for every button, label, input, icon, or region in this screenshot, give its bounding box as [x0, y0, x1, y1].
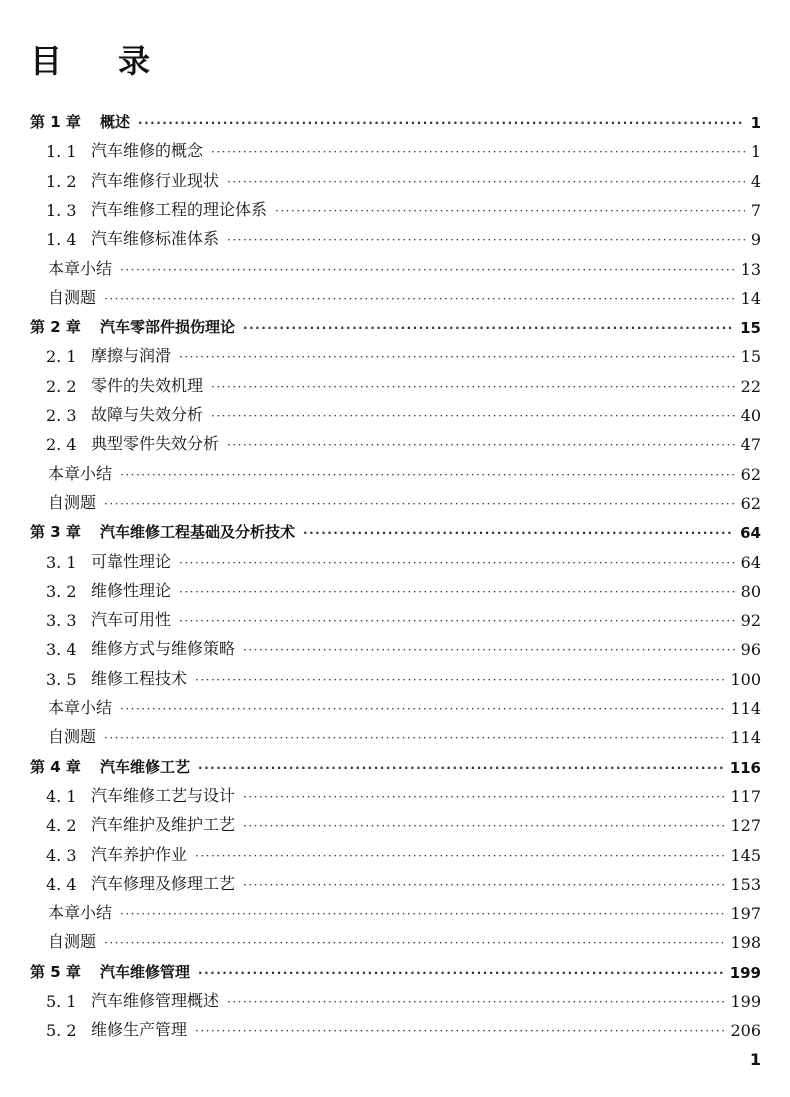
toc-entry-page: 127 [730, 816, 761, 836]
dot-leader [104, 934, 724, 952]
dot-leader [275, 202, 745, 220]
toc-entry-number: 3. 4 [46, 640, 77, 660]
toc-entry [0, 340, 790, 366]
dot-leader [243, 817, 724, 835]
dot-leader [227, 173, 745, 191]
dot-leader [303, 524, 734, 542]
toc-entry-title: 自测题 [48, 727, 97, 747]
toc-entry-title: 汽车可用性 [91, 610, 172, 630]
dot-leader [120, 466, 735, 484]
toc-entry-title: 汽车修理及修理工艺 [91, 873, 236, 893]
dot-leader [138, 114, 745, 132]
toc-entry-page: 15 [740, 319, 761, 338]
toc-entry-number: 第 4 章 [30, 757, 81, 776]
toc-entry-title: 汽车维修工艺与设计 [91, 785, 236, 805]
toc-entry [0, 604, 790, 630]
toc-entry-number: 2. 4 [46, 435, 77, 455]
toc-entry-title: 汽车维护及维护工艺 [91, 815, 236, 835]
dot-leader [211, 143, 745, 161]
toc-entry-title: 自测题 [48, 287, 97, 307]
toc-entry [0, 165, 790, 191]
toc-entry [0, 868, 790, 894]
dot-leader [211, 378, 735, 396]
toc-entry [0, 780, 790, 806]
toc-entry [0, 253, 790, 279]
toc-entry-page: 13 [740, 259, 761, 279]
toc-entry-number: 3. 5 [46, 669, 77, 689]
toc-entry-page: 22 [740, 376, 761, 396]
toc-entry-page: 153 [730, 874, 761, 894]
toc-entry [0, 135, 790, 161]
toc-entry-title: 零件的失效机理 [91, 375, 204, 395]
toc-entry-page: 114 [730, 728, 761, 748]
title-char-1: 目 [30, 42, 63, 80]
dot-leader [104, 729, 724, 747]
toc-entry [0, 721, 790, 747]
toc-entry-title: 汽车维修工艺 [100, 757, 191, 776]
toc-entry [0, 487, 790, 513]
toc-entry [0, 311, 790, 337]
toc-entry-title: 自测题 [48, 932, 97, 952]
toc-entry [0, 575, 790, 601]
dot-leader [120, 700, 724, 718]
toc-entry-title: 维修性理论 [91, 580, 172, 600]
toc-entry-number: 3. 1 [46, 552, 77, 572]
toc-entry-page: 1 [750, 142, 761, 162]
toc-entry [0, 428, 790, 454]
toc-entry-title: 维修生产管理 [91, 1020, 188, 1040]
toc-entry-title: 汽车维修工程基础及分析技术 [100, 523, 296, 542]
toc-entry-number: 3. 3 [46, 611, 77, 631]
toc-entry-title: 汽车维修标准体系 [91, 229, 220, 249]
toc-entry-number: 2. 2 [46, 376, 77, 396]
toc-entry-title: 本章小结 [48, 903, 113, 923]
toc-entry-title: 维修工程技术 [91, 668, 188, 688]
toc-entry [0, 839, 790, 865]
dot-leader [120, 261, 735, 279]
dot-leader [179, 554, 735, 572]
toc-entry-number: 5. 2 [46, 1021, 77, 1041]
toc-entry [0, 546, 790, 572]
toc-entry-title: 维修方式与维修策略 [91, 639, 236, 659]
toc-entry-title: 汽车维修的概念 [91, 141, 204, 161]
toc-entry-number: 第 1 章 [30, 113, 81, 131]
dot-leader [227, 993, 724, 1011]
toc-entry [0, 194, 790, 220]
toc-entry-page: 100 [730, 669, 761, 689]
dot-leader [227, 436, 735, 454]
toc-entry-title: 典型零件失效分析 [91, 434, 220, 454]
toc-entry [0, 516, 790, 542]
toc-entry-title: 故障与失效分析 [91, 405, 204, 424]
toc-entry-page: 62 [740, 493, 761, 513]
toc-entry [0, 985, 790, 1011]
toc-entry [0, 897, 790, 923]
toc-entry-page: 80 [740, 581, 761, 601]
toc-entry-title: 汽车养护作业 [91, 844, 188, 864]
toc-entry-title: 摩擦与润滑 [91, 346, 172, 366]
toc-entry-title: 本章小结 [48, 698, 113, 717]
dot-leader [198, 759, 724, 777]
toc-entry-number: 4. 3 [46, 845, 77, 865]
toc-entry [0, 458, 790, 484]
toc-entry [0, 1014, 790, 1040]
toc-entry [0, 399, 790, 425]
toc-entry-page: 116 [729, 758, 761, 777]
toc-entry-title: 汽车零部件损伤理论 [100, 318, 236, 337]
toc-entry-number: 3. 2 [46, 581, 77, 601]
toc-entry [0, 692, 790, 718]
toc-entry-page: 15 [740, 347, 761, 367]
toc-entry-title: 汽车维修管理 [100, 962, 191, 981]
toc-entry [0, 223, 790, 249]
toc-entry-title: 可靠性理论 [91, 551, 172, 571]
toc-entry [0, 926, 790, 952]
dot-leader [179, 583, 735, 601]
dot-leader [104, 495, 735, 513]
toc-entry-page: 114 [730, 699, 761, 718]
toc-entry-page: 40 [740, 406, 761, 425]
toc-entry [0, 282, 790, 308]
toc-entry-number: 1. 2 [46, 171, 77, 191]
toc-entry [0, 809, 790, 835]
toc-entry-page: 145 [730, 845, 761, 865]
dot-leader [243, 641, 735, 659]
toc-entry-title: 概述 [100, 113, 131, 131]
toc-entry-page: 64 [740, 552, 761, 572]
dot-leader [243, 319, 734, 337]
toc-entry-number: 5. 1 [46, 992, 77, 1011]
toc-entry [0, 751, 790, 777]
toc-entry-page: 9 [750, 230, 761, 250]
toc-entry-page: 199 [729, 963, 761, 982]
toc-entry-title: 汽车维修行业现状 [91, 170, 220, 190]
dot-leader [211, 407, 735, 425]
page-number: 1 [749, 1050, 761, 1069]
toc-entry-page: 4 [750, 171, 761, 191]
toc-entry-title: 汽车维修工程的理论体系 [91, 199, 268, 219]
toc-entry [0, 663, 790, 689]
dot-leader [243, 788, 724, 806]
toc-entry-title: 本章小结 [48, 463, 113, 483]
toc-entry-page: 117 [730, 786, 761, 806]
dot-leader [227, 231, 745, 249]
toc-entry [0, 956, 790, 982]
toc-entry-number: 1. 1 [46, 142, 77, 162]
toc-entry [0, 370, 790, 396]
toc-entry-title: 自测题 [48, 492, 97, 512]
dot-leader [243, 876, 724, 894]
toc-entry-number: 2. 1 [46, 347, 77, 367]
toc-entry-number: 4. 2 [46, 816, 77, 836]
dot-leader [195, 847, 724, 865]
dot-leader [120, 905, 724, 923]
toc-entry-page: 198 [730, 933, 761, 953]
title-char-2: 录 [118, 42, 151, 80]
toc-entry-number: 4. 1 [46, 786, 77, 806]
toc-entry-page: 199 [730, 992, 761, 1011]
dot-leader [195, 1022, 724, 1040]
toc-entry-number: 第 3 章 [30, 523, 81, 542]
toc-entry-page: 62 [740, 464, 761, 484]
toc-entry-page: 64 [740, 524, 761, 543]
toc-entry [0, 106, 790, 132]
toc-entry-page: 206 [730, 1021, 761, 1041]
toc-entry-page: 7 [750, 200, 761, 220]
dot-leader [104, 290, 735, 308]
toc-entry-number: 1. 3 [46, 200, 77, 220]
toc-entry-page: 197 [730, 904, 761, 924]
dot-leader [195, 671, 724, 689]
toc-entry [0, 633, 790, 659]
toc-entry-page: 47 [740, 435, 761, 455]
toc-entry-number: 1. 4 [46, 230, 77, 250]
toc-entry-number: 第 2 章 [30, 318, 81, 337]
dot-leader [198, 964, 724, 982]
toc-entry-number: 2. 3 [46, 406, 77, 425]
toc-entry-page: 92 [740, 611, 761, 631]
toc-entry-title: 本章小结 [48, 258, 113, 278]
dot-leader [179, 612, 735, 630]
toc-entry-number: 第 5 章 [30, 962, 81, 981]
toc-entry-page: 96 [740, 640, 761, 660]
dot-leader [179, 348, 735, 366]
toc-entry-number: 4. 4 [46, 874, 77, 894]
toc-entry-title: 汽车维修管理概述 [91, 991, 220, 1010]
toc-entry-page: 14 [740, 288, 761, 308]
toc-entry-page: 1 [750, 114, 761, 132]
